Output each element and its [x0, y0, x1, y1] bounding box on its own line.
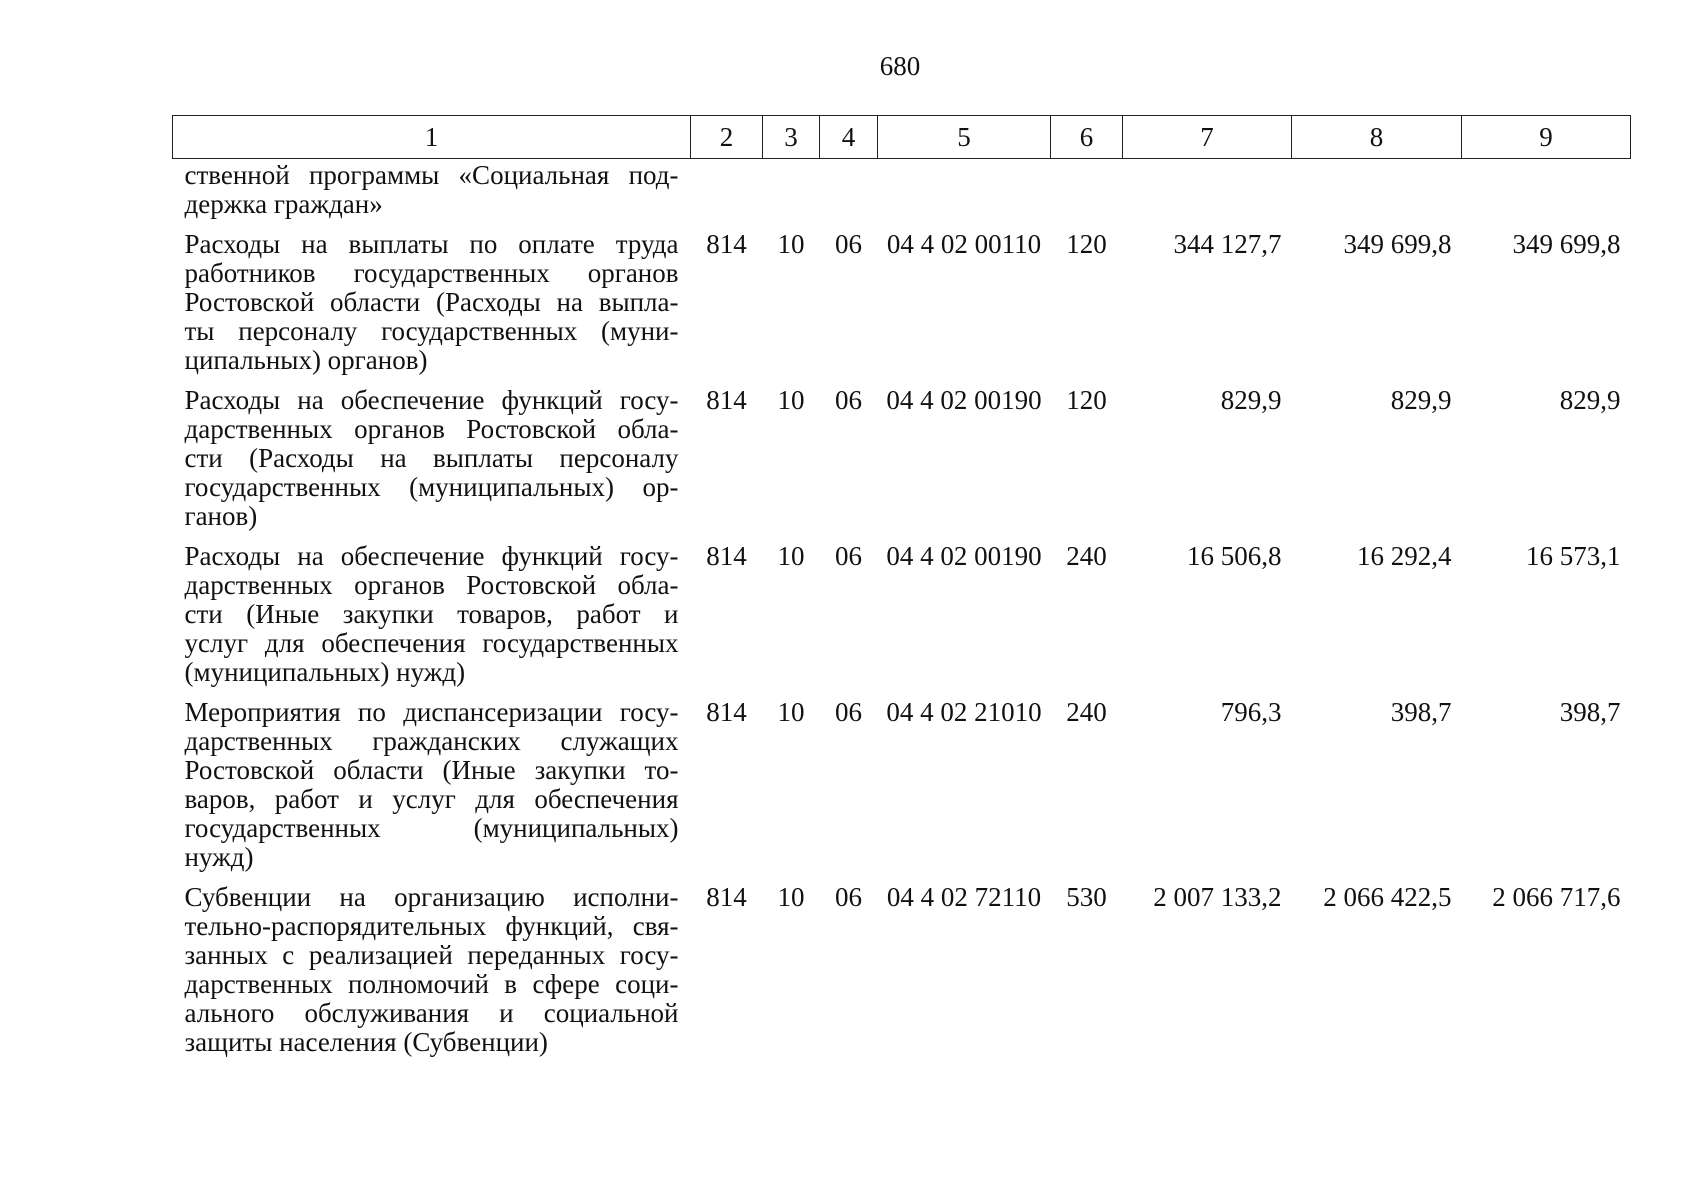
cell-ministry: 814: [706, 541, 747, 571]
description-line: Расходы на обеспечение функций госу-: [184, 385, 679, 415]
header-row: [173, 116, 1631, 159]
cell-expense-type: 530: [1066, 882, 1107, 912]
cell-target-article: 04 4 02 00110: [886, 229, 1042, 259]
description-line: ты персоналу государственных (муни-: [184, 316, 679, 346]
description-line: государственных (муниципальных): [184, 813, 679, 843]
cell-subsection: 06: [835, 697, 862, 727]
table-row: [173, 386, 1631, 542]
cell-target-article: 04 4 02 21010: [886, 697, 1042, 727]
cell-section: 10: [777, 541, 805, 571]
description-line: Расходы на обеспечение функций госу-: [184, 541, 679, 571]
cell-expense-type: 240: [1066, 541, 1107, 571]
cell-ministry: 814: [706, 697, 747, 727]
description-line: ального обслуживания и социальной: [184, 998, 679, 1028]
cell-ministry: 814: [706, 882, 747, 912]
description-line: защиты населения (Субвенции): [184, 1027, 548, 1057]
header-col-3: 3: [763, 116, 820, 159]
cell-section: 10: [777, 229, 805, 259]
description-line: работников государственных органов: [184, 258, 679, 288]
cell-ministry: 814: [706, 385, 747, 415]
cell-section: 10: [777, 385, 805, 415]
description-line: Субвенции на организацию исполни-: [184, 882, 679, 912]
header-col-6: 6: [1051, 116, 1123, 159]
cell-amount-9: 16 573,1: [1526, 541, 1621, 571]
description-line: варов, работ и услуг для обеспечения: [184, 784, 679, 814]
description-line: Ростовской области (Расходы на выпла-: [184, 287, 679, 317]
cell-amount-9: 398,7: [1559, 697, 1621, 727]
cell-amount-7: 796,3: [1220, 697, 1282, 727]
header-col-7: 7: [1123, 116, 1292, 159]
description-line: Ростовской области (Иные закупки то-: [184, 755, 679, 785]
description-line: ственной программы «Социальная под-: [184, 160, 679, 190]
cell-expense-type: 240: [1066, 697, 1107, 727]
row-description: [173, 542, 691, 698]
table-row-continuation: [173, 159, 1631, 231]
cell-amount-9: 2 066 717,6: [1492, 882, 1621, 912]
header-col-4: 4: [820, 116, 878, 159]
budget-table: [172, 115, 1631, 1068]
description-line: дарственных органов Ростовской обла-: [184, 414, 679, 444]
header-col-8: 8: [1292, 116, 1462, 159]
cell-subsection: 06: [835, 385, 862, 415]
description-line: Расходы на выплаты по оплате труда: [184, 229, 679, 259]
cell-subsection: 06: [835, 541, 862, 571]
description-line: ципальных) органов): [184, 345, 428, 375]
header-col-9: 9: [1462, 116, 1631, 159]
description-line: занных с реализацией переданных госу-: [184, 940, 679, 970]
row-description: [173, 159, 691, 231]
cell-amount-8: 829,9: [1390, 385, 1452, 415]
row-description: [173, 386, 691, 542]
row-description: [173, 883, 691, 1068]
cell-amount-8: 349 699,8: [1343, 229, 1452, 259]
header-col-2: 2: [691, 116, 763, 159]
cell-subsection: 06: [835, 229, 862, 259]
description-line: дарственных полномочий в сфере соци-: [184, 969, 679, 999]
cell-target-article: 04 4 02 00190: [886, 385, 1042, 415]
header-col-5: 5: [878, 116, 1051, 159]
table-row: [173, 698, 1631, 883]
description-line: сти (Расходы на выплаты персоналу: [184, 443, 679, 473]
description-line: сти (Иные закупки товаров, работ и: [184, 599, 679, 629]
cell-amount-7: 829,9: [1220, 385, 1282, 415]
cell-amount-7: 16 506,8: [1187, 541, 1282, 571]
cell-amount-7: 344 127,7: [1173, 229, 1282, 259]
row-description: [173, 230, 691, 386]
table-row: [173, 883, 1631, 1068]
description-line: дарственных гражданских служащих: [184, 726, 679, 756]
cell-amount-9: 829,9: [1559, 385, 1621, 415]
description-line: нужд): [184, 842, 254, 872]
cell-expense-type: 120: [1066, 229, 1107, 259]
cell-section: 10: [777, 697, 805, 727]
cell-amount-9: 349 699,8: [1512, 229, 1621, 259]
cell-ministry: 814: [706, 229, 747, 259]
description-line: держка граждан»: [184, 189, 383, 219]
description-line: ганов): [184, 501, 258, 531]
cell-amount-7: 2 007 133,2: [1153, 882, 1282, 912]
table-row: [173, 230, 1631, 386]
description-line: дарственных органов Ростовской обла-: [184, 570, 679, 600]
cell-amount-8: 2 066 422,5: [1323, 882, 1452, 912]
description-line: тельно-распорядительных функций, свя-: [184, 911, 679, 941]
description-line: государственных (муниципальных) ор-: [184, 472, 679, 502]
table-row: [173, 542, 1631, 698]
page-number: 680: [879, 51, 921, 81]
cell-target-article: 04 4 02 00190: [886, 541, 1042, 571]
description-line: (муниципальных) нужд): [184, 657, 466, 687]
description-line: услуг для обеспечения государственных: [184, 628, 679, 658]
header-col-1: 1: [173, 116, 691, 159]
cell-target-article: 04 4 02 72110: [886, 882, 1042, 912]
row-description: [173, 698, 691, 883]
cell-amount-8: 16 292,4: [1357, 541, 1452, 571]
cell-section: 10: [777, 882, 805, 912]
cell-subsection: 06: [835, 882, 862, 912]
cell-amount-8: 398,7: [1390, 697, 1452, 727]
cell-expense-type: 120: [1066, 385, 1107, 415]
description-line: Мероприятия по диспансеризации госу-: [184, 697, 679, 727]
